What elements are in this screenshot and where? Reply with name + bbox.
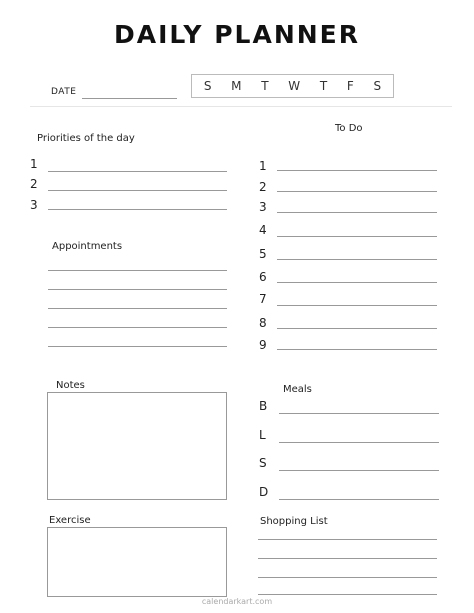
- todo-number: 5: [259, 247, 267, 261]
- meal-line-snack[interactable]: [279, 470, 439, 471]
- weekday-friday[interactable]: F: [346, 79, 354, 93]
- appointment-line[interactable]: [48, 308, 227, 309]
- meal-line-breakfast[interactable]: [279, 413, 439, 414]
- appointment-line[interactable]: [48, 270, 227, 271]
- weekday-selector: [191, 74, 394, 98]
- weekday-monday[interactable]: M: [231, 79, 242, 93]
- meal-letter-dinner: D: [259, 485, 269, 499]
- meal-line-lunch[interactable]: [279, 442, 439, 443]
- priority-line[interactable]: [48, 209, 227, 210]
- page-title: DAILY PLANNER: [113, 20, 361, 49]
- weekday-tuesday[interactable]: T: [261, 79, 269, 93]
- priority-line[interactable]: [48, 171, 227, 172]
- shopping-line[interactable]: [258, 539, 437, 540]
- meal-letter-lunch: L: [259, 428, 266, 442]
- shopping-heading: Shopping List: [260, 516, 328, 527]
- appointment-line[interactable]: [48, 289, 227, 290]
- todo-line[interactable]: [277, 212, 437, 213]
- notes-heading: Notes: [56, 380, 85, 391]
- weekday-saturday[interactable]: S: [373, 79, 382, 93]
- footer-url: calendarkart.com: [201, 597, 273, 606]
- exercise-heading: Exercise: [49, 515, 91, 526]
- weekday-thursday[interactable]: T: [319, 79, 328, 93]
- todo-line[interactable]: [277, 282, 437, 283]
- priorities-heading: Priorities of the day: [37, 133, 135, 144]
- appointment-line[interactable]: [48, 327, 227, 328]
- todo-heading: To Do: [335, 123, 363, 134]
- priority-number: 2: [30, 177, 38, 191]
- exercise-box[interactable]: [47, 527, 227, 597]
- todo-line[interactable]: [277, 328, 437, 329]
- shopping-line[interactable]: [258, 594, 437, 595]
- shopping-line[interactable]: [258, 558, 437, 559]
- weekday-wednesday[interactable]: W: [288, 79, 301, 93]
- meal-letter-snack: S: [259, 456, 267, 470]
- meals-heading: Meals: [283, 384, 312, 395]
- weekday-sunday[interactable]: S: [203, 79, 212, 93]
- notes-box[interactable]: [47, 392, 227, 500]
- date-label: DATE: [51, 87, 77, 97]
- date-field-line[interactable]: [82, 98, 177, 99]
- todo-number: 1: [259, 159, 267, 173]
- priority-number: 1: [30, 157, 38, 171]
- todo-number: 8: [259, 316, 267, 330]
- meal-line-dinner[interactable]: [279, 499, 439, 500]
- shopping-line[interactable]: [258, 577, 437, 578]
- todo-number: 3: [259, 200, 267, 214]
- todo-line[interactable]: [277, 259, 437, 260]
- todo-line[interactable]: [277, 305, 437, 306]
- todo-number: 7: [259, 292, 267, 306]
- todo-line[interactable]: [277, 170, 437, 171]
- meal-letter-breakfast: B: [259, 399, 268, 413]
- priority-line[interactable]: [48, 190, 227, 191]
- appointments-heading: Appointments: [52, 241, 123, 252]
- header-divider: [30, 106, 452, 107]
- appointment-line[interactable]: [48, 346, 227, 347]
- todo-number: 6: [259, 270, 267, 284]
- priority-number: 3: [30, 198, 38, 212]
- todo-line[interactable]: [277, 191, 437, 192]
- todo-number: 2: [259, 180, 267, 194]
- todo-line[interactable]: [277, 349, 437, 350]
- todo-number: 9: [259, 338, 267, 352]
- todo-number: 4: [259, 223, 267, 237]
- todo-line[interactable]: [277, 236, 437, 237]
